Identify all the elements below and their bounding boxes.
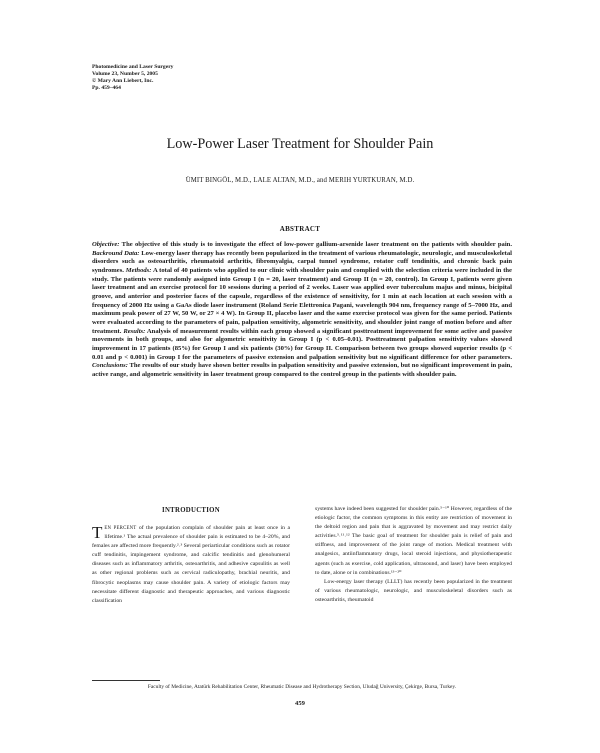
- abstract-heading: ABSTRACT: [279, 225, 321, 233]
- body-column-right: [315, 505, 512, 605]
- journal-name: Photomedicine and Laser Surgery: [92, 64, 174, 70]
- intro-paragraph-1-continued: systems have indeed been suggested for shoulder pain.⁵⁻¹⁰ However, regardless of the etiologic factor, the common symptoms in this entity are restriction of movement in the deltoid region and pain that is aggravated by movement and may restrict daily activities.⁵˒¹¹˒¹² The basic goal of treatment for shoulder pain is relief of pain and stiffness, and improvement of the joint range of motion. Medical treatment with analgesics, antiinflammatory drugs, local steroid injections, and physiotherapeutic agents (such as exercise, cold application, ultrasound, and laser) have been employed to date, alone or in combinations.¹³⁻²⁰: [315, 506, 512, 576]
- methods-text: A total of 40 patients who applied to our clinic with shoulder pain and complied with the selection criteria were included in the study. The patients were randomly assigned into Group I (n = 20, laser treatment) and Group II (n = 20, control). In Group I, patients were given laser treatment and an exercise protocol for 10 sessions during a period of 2 weeks. Laser was applied over tuberculum majus and minus, bicipital groove, and anterior and posterior faces of the capsule, regardless of the existence of sensitivity, for 1 min at each location at each session with a frequency of 2000 Hz using a GaAs diode laser instrument (Roland Serie Elettronica Pagani, wavelength 904 nm, frequency range of 5–7000 Hz, and maximum peak power of 27 W, 50 W, or 27 × 4 W). In Group II, placebo laser and the same exercise protocol was given for the same period. Patients were evaluated according to the parameters of pain, palpation sensitivity, algometric sensitivity, and shoulder joint range of motion before and after treatment.: [92, 266, 512, 335]
- body-column-left: [92, 524, 290, 606]
- background-label: Backround Data:: [92, 249, 140, 257]
- abstract-body: [92, 241, 512, 380]
- conclusions-label: Conclusions:: [92, 362, 128, 370]
- journal-header: [92, 64, 173, 92]
- objective-text: The objective of this study is to investigate the effect of low-power gallium-arsenide laser treatment on the patients with shoulder pain.: [119, 241, 512, 248]
- methods-label: Methods:: [125, 266, 152, 274]
- paper-title: Low-Power Laser Treatment for Shoulder Pain: [166, 136, 434, 152]
- results-text: Analysis of measurement results within each group showed a significant posttreatment improvement for some active and passive movements in both groups, and also for algometric sensitivity in Group I (p < 0.05–0.01). Posttreatment palpation sensitivity values showed improvement in 17 patients (85%) for Group I and six patients (30%) for Group II. Comparison between two groups showed superior results (p < 0.01 and p < 0.001) in Group I for the parameters of passive extension and palpation sensitivity but no significant difference for other parameters.: [92, 327, 512, 361]
- footnote-rule: [92, 680, 160, 681]
- drop-cap: T: [92, 523, 103, 542]
- small-caps-lead: EN PERCENT: [104, 526, 137, 531]
- background-text: Low-energy laser therapy has recently been popularized in the treatment of various rheumatologic, neurologic, and musculoskeletal disorders such as osteoarthritis, rheumatoid arthritis, fibromyalgia, carpal tunnel syndrome, rotator cuff tendinitis, and chronic back pain syndromes.: [92, 249, 512, 274]
- journal-pages: Pp. 459–464: [92, 85, 121, 91]
- intro-paragraph-2: Low-energy laser therapy (LLLT) has recently been popularized in the treatment of various rheumatologic, neurologic, and musculoskeletal disorders such as osteoarthritis, rheumatoid: [315, 578, 512, 603]
- results-label: Results:: [123, 327, 146, 335]
- intro-paragraph-1: [92, 524, 290, 606]
- journal-copyright: © Mary Ann Liebert, Inc.: [92, 78, 154, 84]
- journal-volume: Volume 23, Number 5, 2005: [92, 71, 158, 77]
- introduction-heading: INTRODUCTION: [162, 507, 220, 514]
- author-list: ÜMIT BINGÖL, M.D., LALE ALTAN, M.D., and MERIH YURTKURAN, M.D.: [185, 177, 415, 184]
- intro-paragraph-1-text: of the population complain of shoulder pain at least once in a lifetime.¹ The actual prevalence of shoulder pain is estimated to be 4–20%, and females are affected more frequently.²˒³ Several periarticular conditions such as rotator cuff tendinitis, impingement syndrome, and calcific tendinitis and glenohumeral diseases such as inflammatory arthritis, osteoarthritis, and adhesive capsulitis as well as other regional problems such as cervical radiculopathy, brachial neuritis, and fibrocytic neoplasms may cause shoulder pain. A variety of etiologic factors may necessitate different diagnostic and therapeutic approaches, and various diagnostic classification: [92, 525, 290, 604]
- affiliation-footnote: Faculty of Medicine, Atatürk Rehabilitation Center, Rheumatic Disease and Hydrotherapy Section, Uludağ University, Çekirge, Bursa, Turkey.: [147, 684, 457, 690]
- conclusions-text: The results of our study have shown better results in palpation sensitivity and passive extension, but no significant improvement in pain, active range, and algometric sensitivity in laser treatment group compared to the control group in the patients with shoulder pain.: [92, 362, 512, 378]
- objective-label: Objective:: [92, 241, 120, 248]
- page-number: 459: [295, 700, 305, 707]
